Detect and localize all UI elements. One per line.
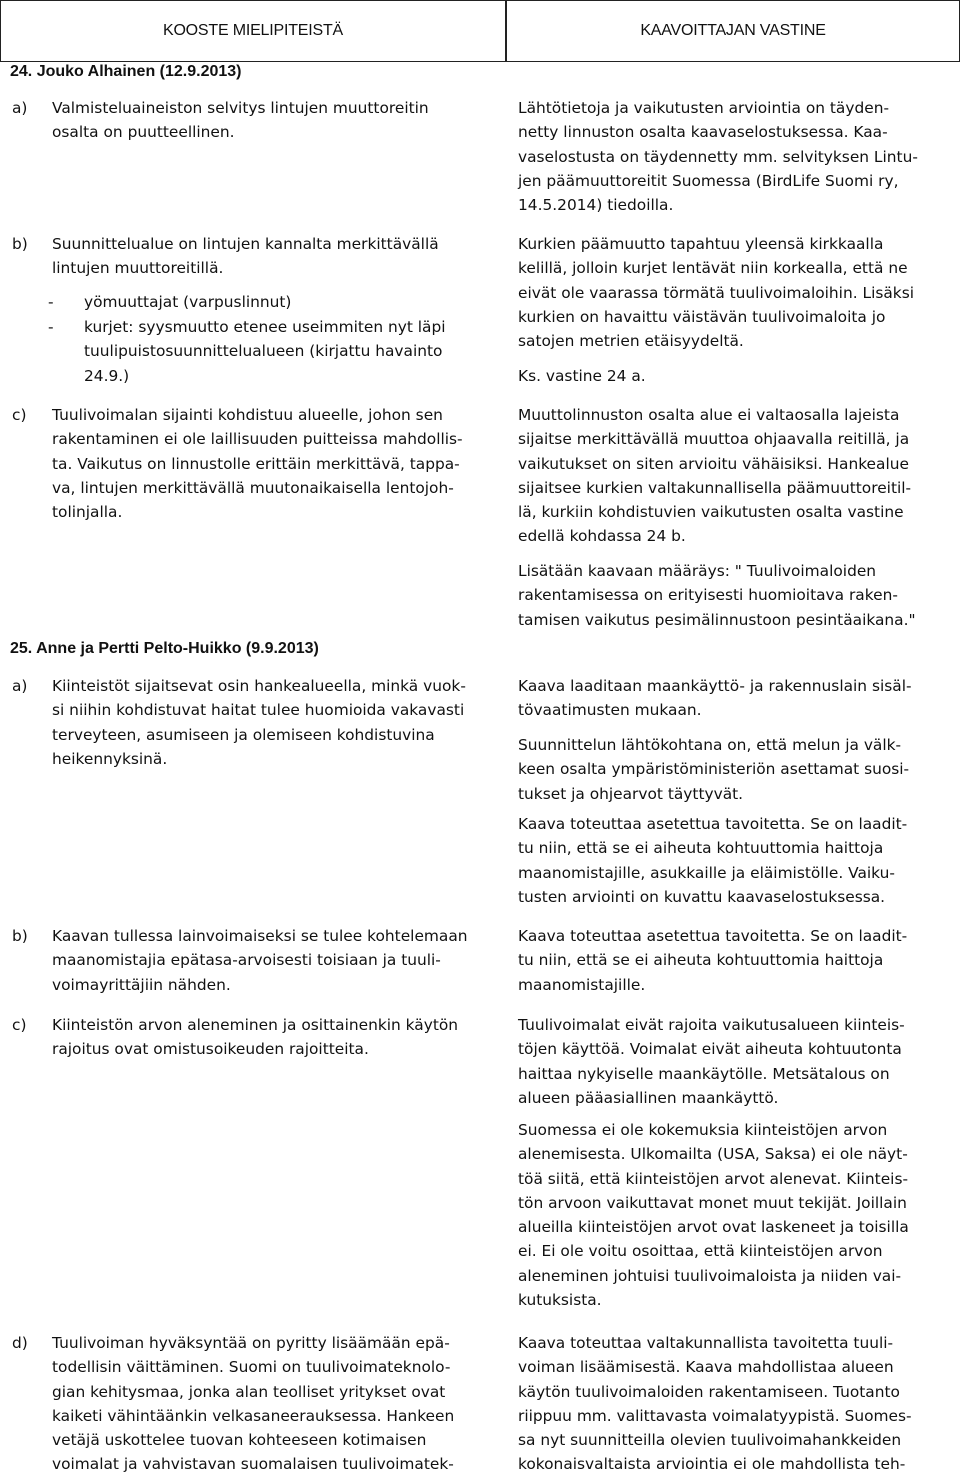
text-line: Kaava laaditaan maankäyttö- ja rakennuslain sisäl- (518, 677, 912, 695)
bullet-text (84, 290, 500, 314)
text-line: netty linnuston osalta kaavaselostuksessa. Kaa- (518, 123, 888, 142)
text-line: todellisin väittäminen. Suomi on tuulivoimateknolo- (52, 1358, 451, 1377)
text-line: Lisätään kaavaan määräys: " Tuulivoimaloiden (518, 562, 877, 580)
text-line: Lähtötietoja ja vaikutusten arviointia on täyden- (518, 99, 890, 117)
item-text (52, 1013, 498, 1062)
header-left-label: KOOSTE MIELIPITEISTÄ (162, 22, 344, 39)
text-line: lä, kurkiin kohdistuvien vaikutusten osalta vastine (518, 503, 904, 522)
text-line: ei. Ei ole voitu osoittaa, että kiinteistöjen arvon (518, 1242, 883, 1261)
item-text (52, 924, 498, 997)
text-line: kokonaisvaltaista arviointia ei ole mahdollista teh- (518, 1455, 906, 1474)
item-label: a) (12, 99, 28, 117)
text-line: vetäjä uskottelee tuovan kohteeseen kotimaisen (52, 1431, 427, 1450)
response-25-c-1 (518, 1013, 950, 1110)
text-line: maanomistajille. (518, 975, 646, 994)
response-25-d (518, 1331, 950, 1477)
item-text (52, 403, 498, 524)
text-line: kelillä, jolloin kurjet lentävät niin korkealla, että ne (518, 259, 908, 278)
item-label: c) (12, 1016, 27, 1034)
item-label: c) (12, 406, 27, 424)
text-line: Kaava toteuttaa asetettua tavoitetta. Se on laadit- (518, 815, 908, 833)
text-line: kutuksista. (518, 1291, 602, 1310)
text-line: tamisen vaikutus pesimälinnustoon pesintäaikana." (518, 610, 916, 629)
text-line: Tuulivoimalat eivät rajoita vaikutusalueen kiinteis- (518, 1016, 905, 1034)
section-25-title: 25. Anne ja Pertti Pelto-Huikko (9.9.2013) (10, 640, 319, 657)
text-line: kurjet: syysmuutto etenee useimmiten nyt läpi (84, 318, 446, 336)
text-line: töä siitä, että kiinteistöjen arvot alenevat. Kiinteis- (518, 1169, 909, 1188)
response-25-a-3 (518, 812, 950, 909)
text-line: töjen käyttöä. Voimalat eivät aiheuta kohtuutonta (518, 1040, 902, 1059)
text-line: Kiinteistön arvon aleneminen ja osittainenkin käytön (52, 1016, 459, 1034)
text-line: tu niin, että se ei aiheuta kohtuuttomia haittoja (518, 951, 884, 970)
text-line: alueilla kiinteistöjen arvot ovat laskeneet ja toisilla (518, 1218, 909, 1237)
text-line: vaselostusta on täydennetty mm. selvityksen Lintu- (518, 147, 918, 166)
response-25-a-2 (518, 733, 950, 806)
text-line: Muuttolinnuston osalta alue ei valtaosalla lajeista (518, 406, 900, 424)
text-line: sa nyt suunnitteilla olevien tuulivoimahankkeiden (518, 1431, 902, 1450)
text-line: 14.5.2014) tiedoilla. (518, 196, 674, 215)
response-25-c-2 (518, 1118, 950, 1312)
text-line: Valmisteluaineiston selvitys lintujen muuttoreitin (52, 99, 429, 117)
text-line: sijaitse merkittävällä muuttoa ohjaavalla reitillä, ja (518, 430, 910, 449)
response-25-a-1 (518, 674, 950, 723)
text-line: osalta on puutteellinen. (52, 123, 235, 142)
text-line: Kurkien päämuutto tapahtuu yleensä kirkkaalla (518, 235, 884, 253)
response-24-b (518, 232, 950, 353)
text-line: si niihin kohdistuvat haitat tulee huomioida vakavasti (52, 701, 465, 720)
bullet-dash: - (48, 293, 54, 311)
text-line: alenemisesta. Ulkomailta (USA, Saksa) ei ole näyt- (518, 1145, 908, 1164)
text-line: sijaitsee kurkien valtakunnallisella päämuuttoreitil- (518, 478, 912, 497)
text-line: tolinjalla. (52, 503, 123, 522)
text-line: Ks. vastine 24 a. (518, 367, 646, 385)
text-line: haittaa nykyiselle maankäytölle. Metsätalous on (518, 1064, 890, 1083)
text-line: maanomistajille, asukkaille ja eläimistölle. Vaiku- (518, 863, 895, 882)
item-label: b) (12, 927, 28, 945)
text-line: aleneminen johtuisi tuulivoimaloista ja niiden vai- (518, 1266, 902, 1285)
text-line: satojen metrien etäisyydeltä. (518, 332, 744, 351)
item-label: a) (12, 677, 28, 695)
text-line: riippuu mm. valittavasta voimalatyypistä. Suomes- (518, 1406, 912, 1425)
item-label: b) (12, 235, 28, 253)
item-label: d) (12, 1334, 28, 1352)
item-text (52, 96, 498, 145)
header-left (0, 0, 506, 62)
text-line: yömuuttajat (varpuslinnut) (84, 293, 292, 311)
text-line: alueen pääasiallinen maankäyttö. (518, 1088, 779, 1107)
response-24-a (518, 96, 950, 217)
text-line: gian kehitysmaa, jonka alan teolliset yritykset ovat (52, 1382, 446, 1401)
text-line: tön arvoon vaikuttavat monet muut tekijät. Joillain (518, 1193, 907, 1212)
text-line: va, lintujen merkittävällä muutonaikaisella lentojoh- (52, 478, 454, 497)
item-text (52, 674, 498, 771)
text-line: rakentaminen ei ole laillisuuden puitteissa mahdollis- (52, 430, 463, 449)
text-line: Kiinteistöt sijaitsevat osin hankealueella, minkä vuok- (52, 677, 466, 695)
bullet-dash: - (48, 318, 54, 336)
text-line: edellä kohdassa 24 b. (518, 527, 686, 546)
text-line: Kaavan tullessa lainvoimaiseksi se tulee kohtelemaan (52, 927, 468, 945)
text-line: jen päämuuttoreitit Suomessa (BirdLife Suomi ry, (518, 171, 899, 190)
header-right (506, 0, 960, 62)
text-line: rajoitus ovat omistusoikeuden rajoitteita. (52, 1040, 369, 1059)
text-line: kaiketi vähintäänkin velkasaneerauksessa. Hankeen (52, 1406, 455, 1425)
response-24-b-ref (518, 364, 950, 388)
response-24-c-addition (518, 559, 950, 632)
text-line: keen osalta ympäristöministeriön asettamat suosi- (518, 760, 910, 779)
text-line: kurkien on havaittu väistävän tuulivoimaloita jo (518, 307, 886, 326)
text-line: Suunnittelualue on lintujen kannalta merkittävällä (52, 235, 439, 253)
text-line: terveyteen, asumiseen ja olemiseen kohdistuvina (52, 725, 435, 744)
text-line: Kaava toteuttaa asetettua tavoitetta. Se on laadit- (518, 927, 908, 945)
header-right-label: KAAVOITTAJAN VASTINE (640, 22, 826, 39)
text-line: ta. Vaikutus on linnustolle erittäin merkittävä, tappa- (52, 454, 460, 473)
text-line: voimalat ja vahvistavan suomalaisen tuulivoimatek- (52, 1455, 454, 1474)
text-line: voimayrittäjiin nähden. (52, 975, 231, 994)
text-line: tusten arviointi on kuvattu kaavaselostuksessa. (518, 887, 886, 906)
section-24-title: 24. Jouko Alhainen (12.9.2013) (10, 63, 242, 80)
text-line: voiman lisäämisestä. Kaava mahdollistaa alueen (518, 1358, 894, 1377)
bullet-text (84, 315, 500, 388)
text-line: rakentamisessa on erityisesti huomioitava raken- (518, 586, 898, 605)
response-25-b (518, 924, 950, 997)
text-line: käytön tuulivoimaloiden rakentamiseen. Tuotanto (518, 1382, 900, 1401)
item-text (52, 1331, 498, 1477)
text-line: eivät ole vaarassa törmätä tuulivoimaloihin. Lisäksi (518, 283, 915, 302)
text-line: Suunnittelun lähtökohtana on, että melun ja välk- (518, 736, 902, 754)
text-line: tövaatimusten mukaan. (518, 701, 702, 720)
item-text (52, 232, 498, 281)
text-line: Tuulivoimalan sijainti kohdistuu alueelle, johon sen (52, 406, 443, 424)
text-line: maanomistajia epätasa-arvoisesti toisiaan ja tuuli- (52, 951, 441, 970)
text-line: Tuulivoiman hyväksyntää on pyritty lisäämään epä- (52, 1334, 450, 1352)
response-24-c (518, 403, 950, 549)
text-line: tu niin, että se ei aiheuta kohtuuttomia haittoja (518, 839, 884, 858)
text-line: Suomessa ei ole kokemuksia kiinteistöjen arvon (518, 1121, 888, 1139)
text-line: heikennyksinä. (52, 749, 168, 768)
text-line: tukset ja ohjearvot täyttyvät. (518, 784, 744, 803)
text-line: Kaava toteuttaa valtakunnallista tavoitetta tuuli- (518, 1334, 894, 1352)
text-line: vaikutukset on siten arvioitu vähäisiksi. Hankealue (518, 454, 909, 473)
text-line: lintujen muuttoreitillä. (52, 259, 224, 278)
text-line: tuulipuistosuunnittelualueen (kirjattu havainto (84, 342, 443, 361)
text-line: 24.9.) (84, 366, 130, 385)
